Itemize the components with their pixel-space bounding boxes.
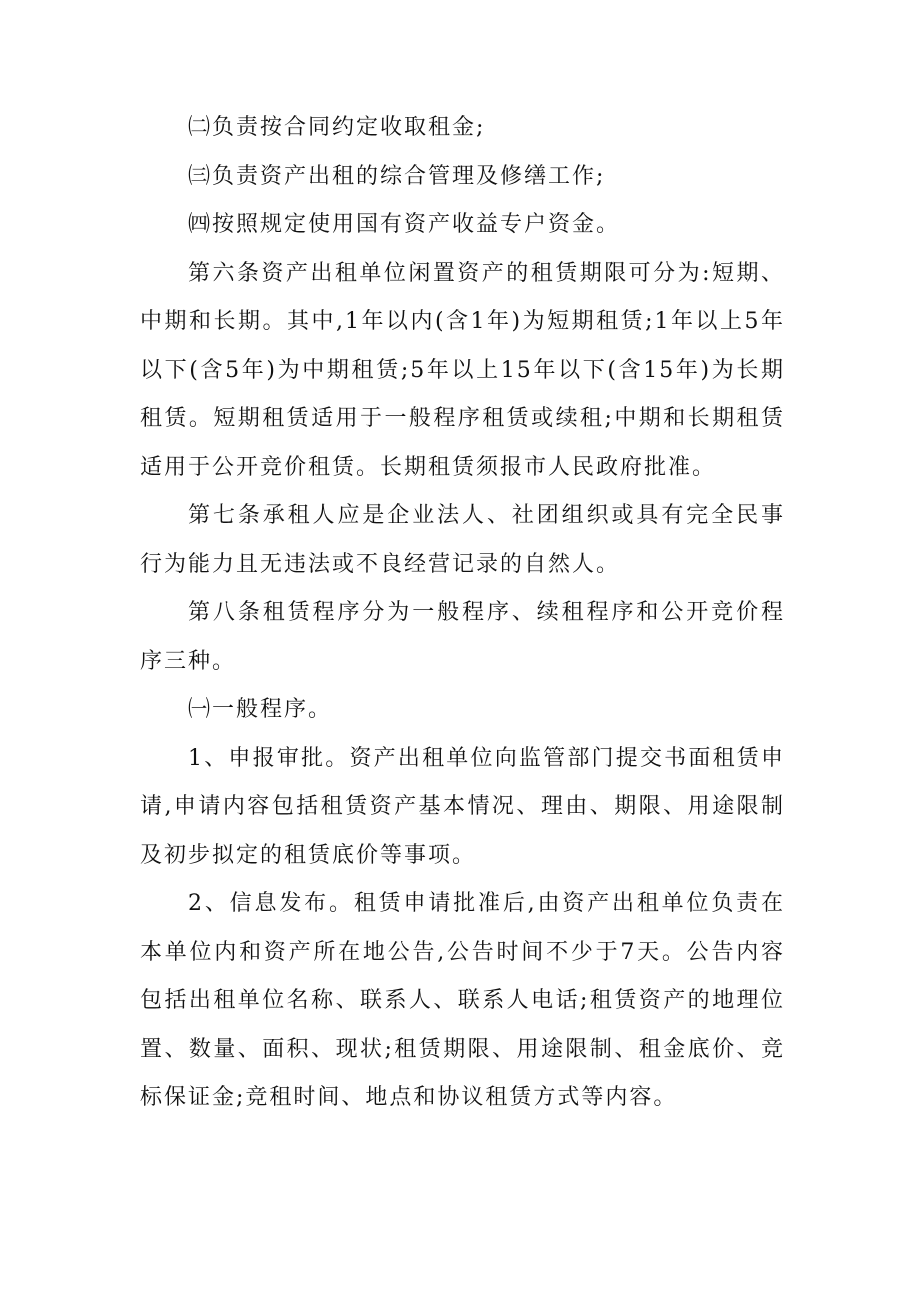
- paragraph-article-7: 第七条承租人应是企业法人、社团组织或具有完全民事行为能力且无违法或不良经营记录的自然人。: [140, 503, 785, 577]
- paragraph-item-3: ㈢负责资产出租的综合管理及修缮工作;: [188, 163, 606, 189]
- paragraph-item-2: ㈡负责按合同约定收取租金;: [188, 115, 486, 140]
- paragraph-item-4: ㈣按照规定使用国有资产收益专户资金。: [188, 212, 621, 237]
- paragraph-article-8: 第八条租赁程序分为一般程序、续租程序和公开竞价程序三种。: [140, 600, 785, 674]
- document-body: [140, 104, 785, 1123]
- paragraph-general-procedure: ㈠一般程序。: [188, 697, 333, 722]
- paragraph-step-2: 2、信息发布。租赁申请批准后,由资产出租单位负责在本单位内和资产所在地公告,公告时间不少于7天。公告内容包括出租单位名称、联系人、联系人电话;租赁资产的地理位置、数量、面积、现状;租赁期限、用途限制、租金底价、竞标保证金;竞租时间、地点和协议租赁方式等内容。: [140, 891, 785, 1110]
- paragraph-step-1: 1、申报审批。资产出租单位向监管部门提交书面租赁申请,申请内容包括租赁资产基本情况、理由、期限、用途限制及初步拟定的租赁底价等事项。: [140, 745, 785, 868]
- paragraph-article-6: 第六条资产出租单位闲置资产的租赁期限可分为:短期、中期和长期。其中,1年以内(含1年)为短期租赁;1年以上5年以下(含5年)为中期租赁;5年以上15年以下(含15年)为长期租赁。短期租赁适用于一般程序租赁或续租;中期和长期租赁适用于公开竞价租赁。长期租赁须报市人民政府批准。: [140, 260, 785, 480]
